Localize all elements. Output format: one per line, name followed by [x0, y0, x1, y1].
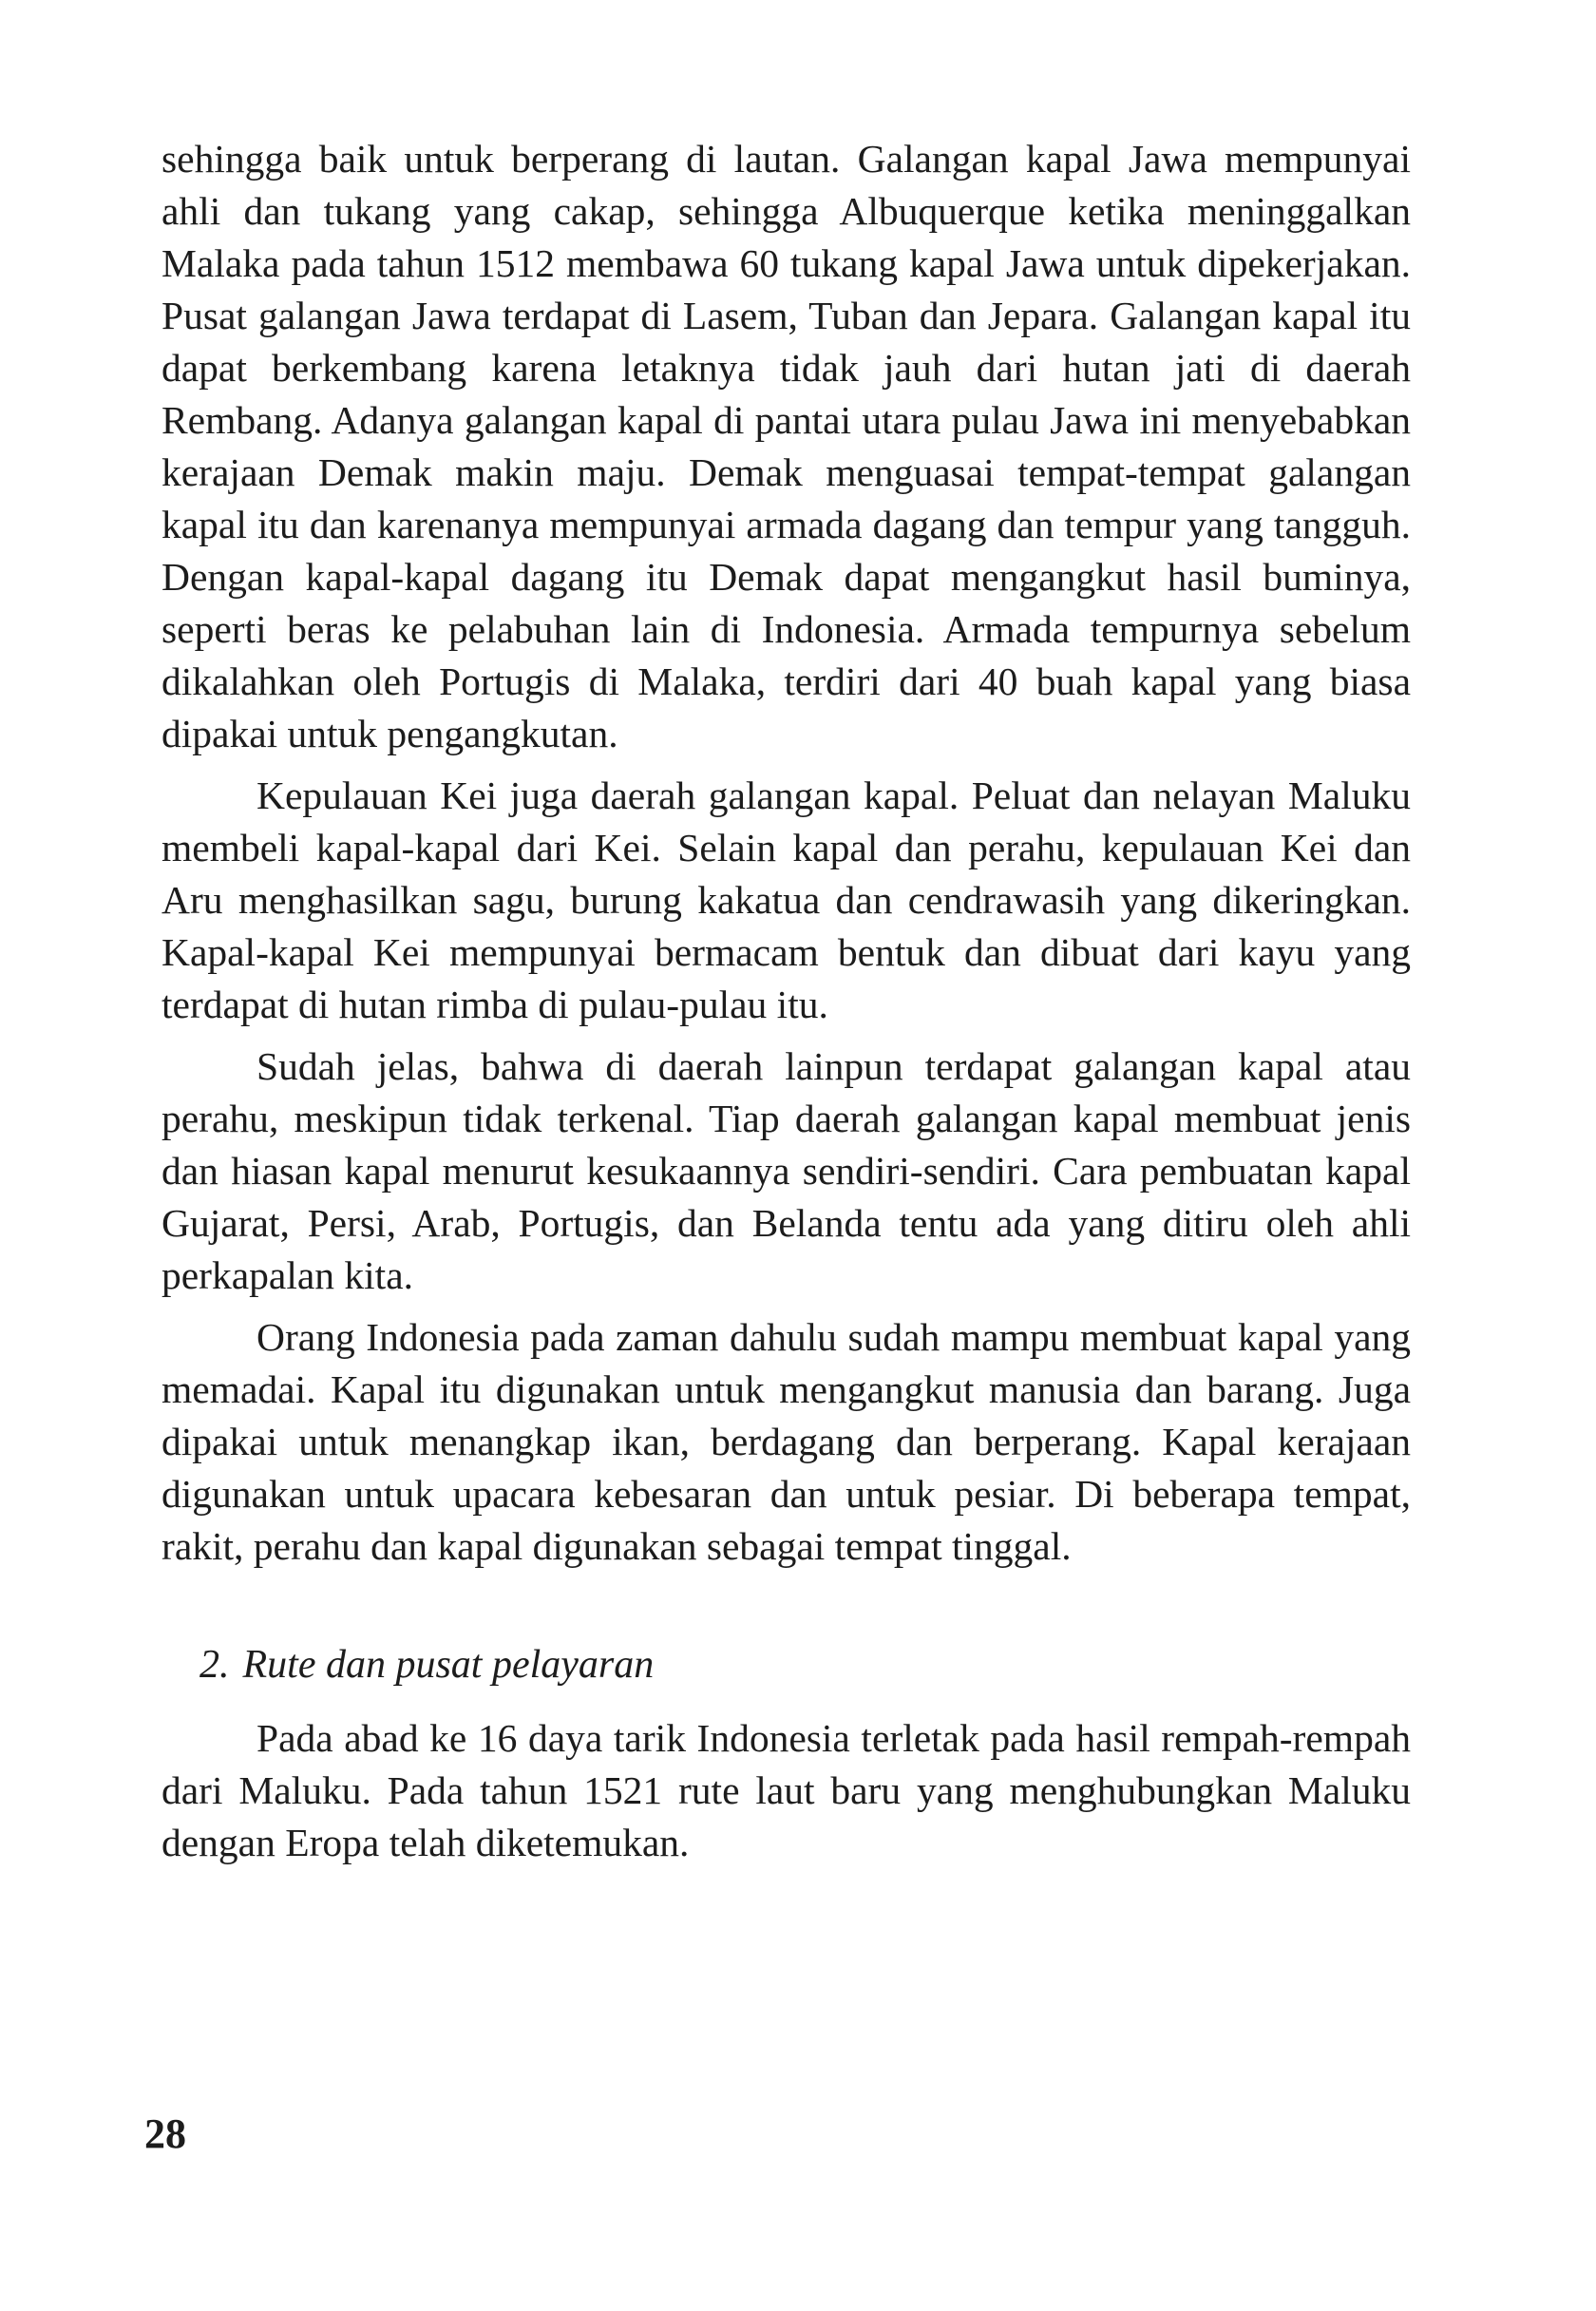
- page-number: 28: [144, 2110, 186, 2157]
- body-text: [162, 133, 1411, 1869]
- paragraph-section-intro: Pada abad ke 16 daya tarik Indonesia terletak pada hasil rempah-rempah dari Maluku. Pada tahun 1521 rute laut baru yang menghubungkan Maluku dengan Eropa telah diketemukan.: [162, 1716, 1411, 1864]
- section-heading: [162, 1639, 1411, 1691]
- paragraph-other-shipyards: Sudah jelas, bahwa di daerah lainpun terdapat galangan kapal atau perahu, meskipun tidak terkenal. Tiap daerah galangan kapal membuat jenis dan hiasan kapal menurut kesukaannya sendiri-sendiri. Cara pembuatan kapal Gujarat, Persi, Arab, Portugis, dan Belanda tentu ada yang ditiru oleh ahli perkapalan kita.: [162, 1044, 1411, 1297]
- paragraph-continued: sehingga baik untuk berperang di lautan. Galangan kapal Jawa mempunyai ahli dan tukang yang cakap, sehingga Albuquerque ketika meninggalkan Malaka pada tahun 1512 membawa 60 tukang kapal Jawa untuk dipekerjakan. Pusat galangan Jawa terdapat di Lasem, Tuban dan Jepara. Galangan kapal itu dapat berkembang karena letaknya tidak jauh dari hutan jati di daerah Rembang. Adanya galangan kapal di pantai utara pulau Jawa ini menyebabkan kerajaan Demak makin maju. Demak menguasai tempat-tempat galangan kapal itu dan karenanya mempunyai armada dagang dan tempur yang tangguh. Dengan kapal-kapal dagang itu Demak dapat mengangkut hasil buminya, seperti beras ke pelabuhan lain di Indonesia. Armada tempurnya sebelum dikalahkan oleh Portugis di Malaka, terdiri dari 40 buah kapal yang biasa dipakai untuk pengangkutan.: [162, 137, 1411, 755]
- section-number: 2.: [200, 1643, 230, 1687]
- paragraph-kei-islands: Kepulauan Kei juga daerah galangan kapal. Peluat dan nelayan Maluku membeli kapal-kapal dari Kei. Selain kapal dan perahu, kepulauan Kei dan Aru menghasilkan sagu, burung kakatua dan cendrawasih yang dikeringkan. Kapal-kapal Kei mempunyai bermacam bentuk dan dibuat dari kayu yang terdapat di hutan rimba di pulau-pulau itu.: [162, 774, 1411, 1026]
- section-title: Rute dan pusat pelayaran: [242, 1643, 655, 1687]
- paragraph-indonesian-ships: Orang Indonesia pada zaman dahulu sudah mampu membuat kapal yang memadai. Kapal itu digunakan untuk mengangkut manusia dan barang. Juga dipakai untuk menangkap ikan, berdagang dan berperang. Kapal kerajaan digunakan untuk upacara kebesaran dan untuk pesiar. Di beberapa tempat, rakit, perahu dan kapal digunakan sebagai tempat tinggal.: [162, 1315, 1411, 1568]
